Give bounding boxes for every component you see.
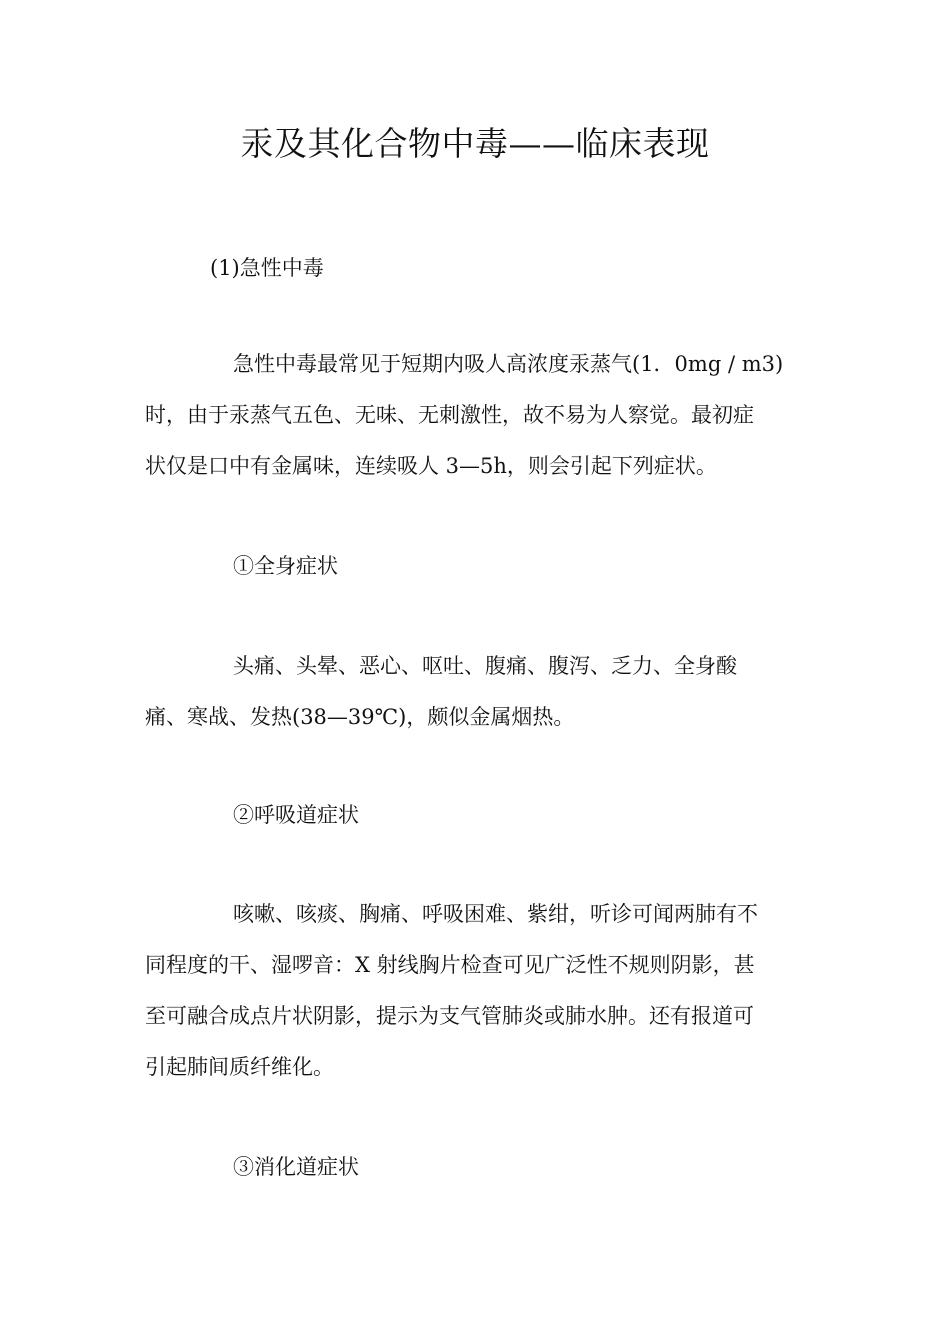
- paragraph-line: 同程度的干、湿啰音：X 射线胸片检查可见广泛性不规则阴影，甚: [145, 953, 755, 977]
- section-heading-acute: (1)急性中毒: [210, 256, 324, 280]
- paragraph-line: 引起肺间质纤维化。: [145, 1055, 334, 1079]
- paragraph-line: 至可融合成点片状阴影，提示为支气管肺炎或肺水肿。还有报道可: [145, 1004, 754, 1028]
- paragraph-respiratory-symptoms: [145, 889, 805, 1093]
- paragraph-line: 咳嗽、咳痰、胸痛、呼吸困难、紫绀，听诊可闻两肺有不: [233, 902, 758, 926]
- subheading-digestive-symptoms: ③消化道症状: [233, 1155, 359, 1179]
- paragraph-line: 急性中毒最常见于短期内吸人高浓度汞蒸气(1．0mg / m3): [233, 352, 784, 376]
- paragraph-systemic-symptoms: [145, 641, 805, 743]
- paragraph-line: 头痛、头晕、恶心、呕吐、腹痛、腹泻、乏力、全身酸: [233, 654, 737, 678]
- paragraph-acute-intro: [145, 339, 805, 492]
- paragraph-line: 时，由于汞蒸气五色、无味、无刺激性，故不易为人察觉。最初症: [145, 403, 754, 427]
- paragraph-line: 痛、寒战、发热(38—39℃)，颇似金属烟热。: [145, 705, 575, 729]
- subheading-systemic-symptoms: ①全身症状: [233, 554, 338, 578]
- document-title: 汞及其化合物中毒——临床表现: [240, 124, 710, 163]
- paragraph-line: 状仅是口中有金属味，连续吸人 3—5h，则会引起下列症状。: [145, 454, 717, 478]
- subheading-respiratory-symptoms: ②呼吸道症状: [233, 803, 359, 827]
